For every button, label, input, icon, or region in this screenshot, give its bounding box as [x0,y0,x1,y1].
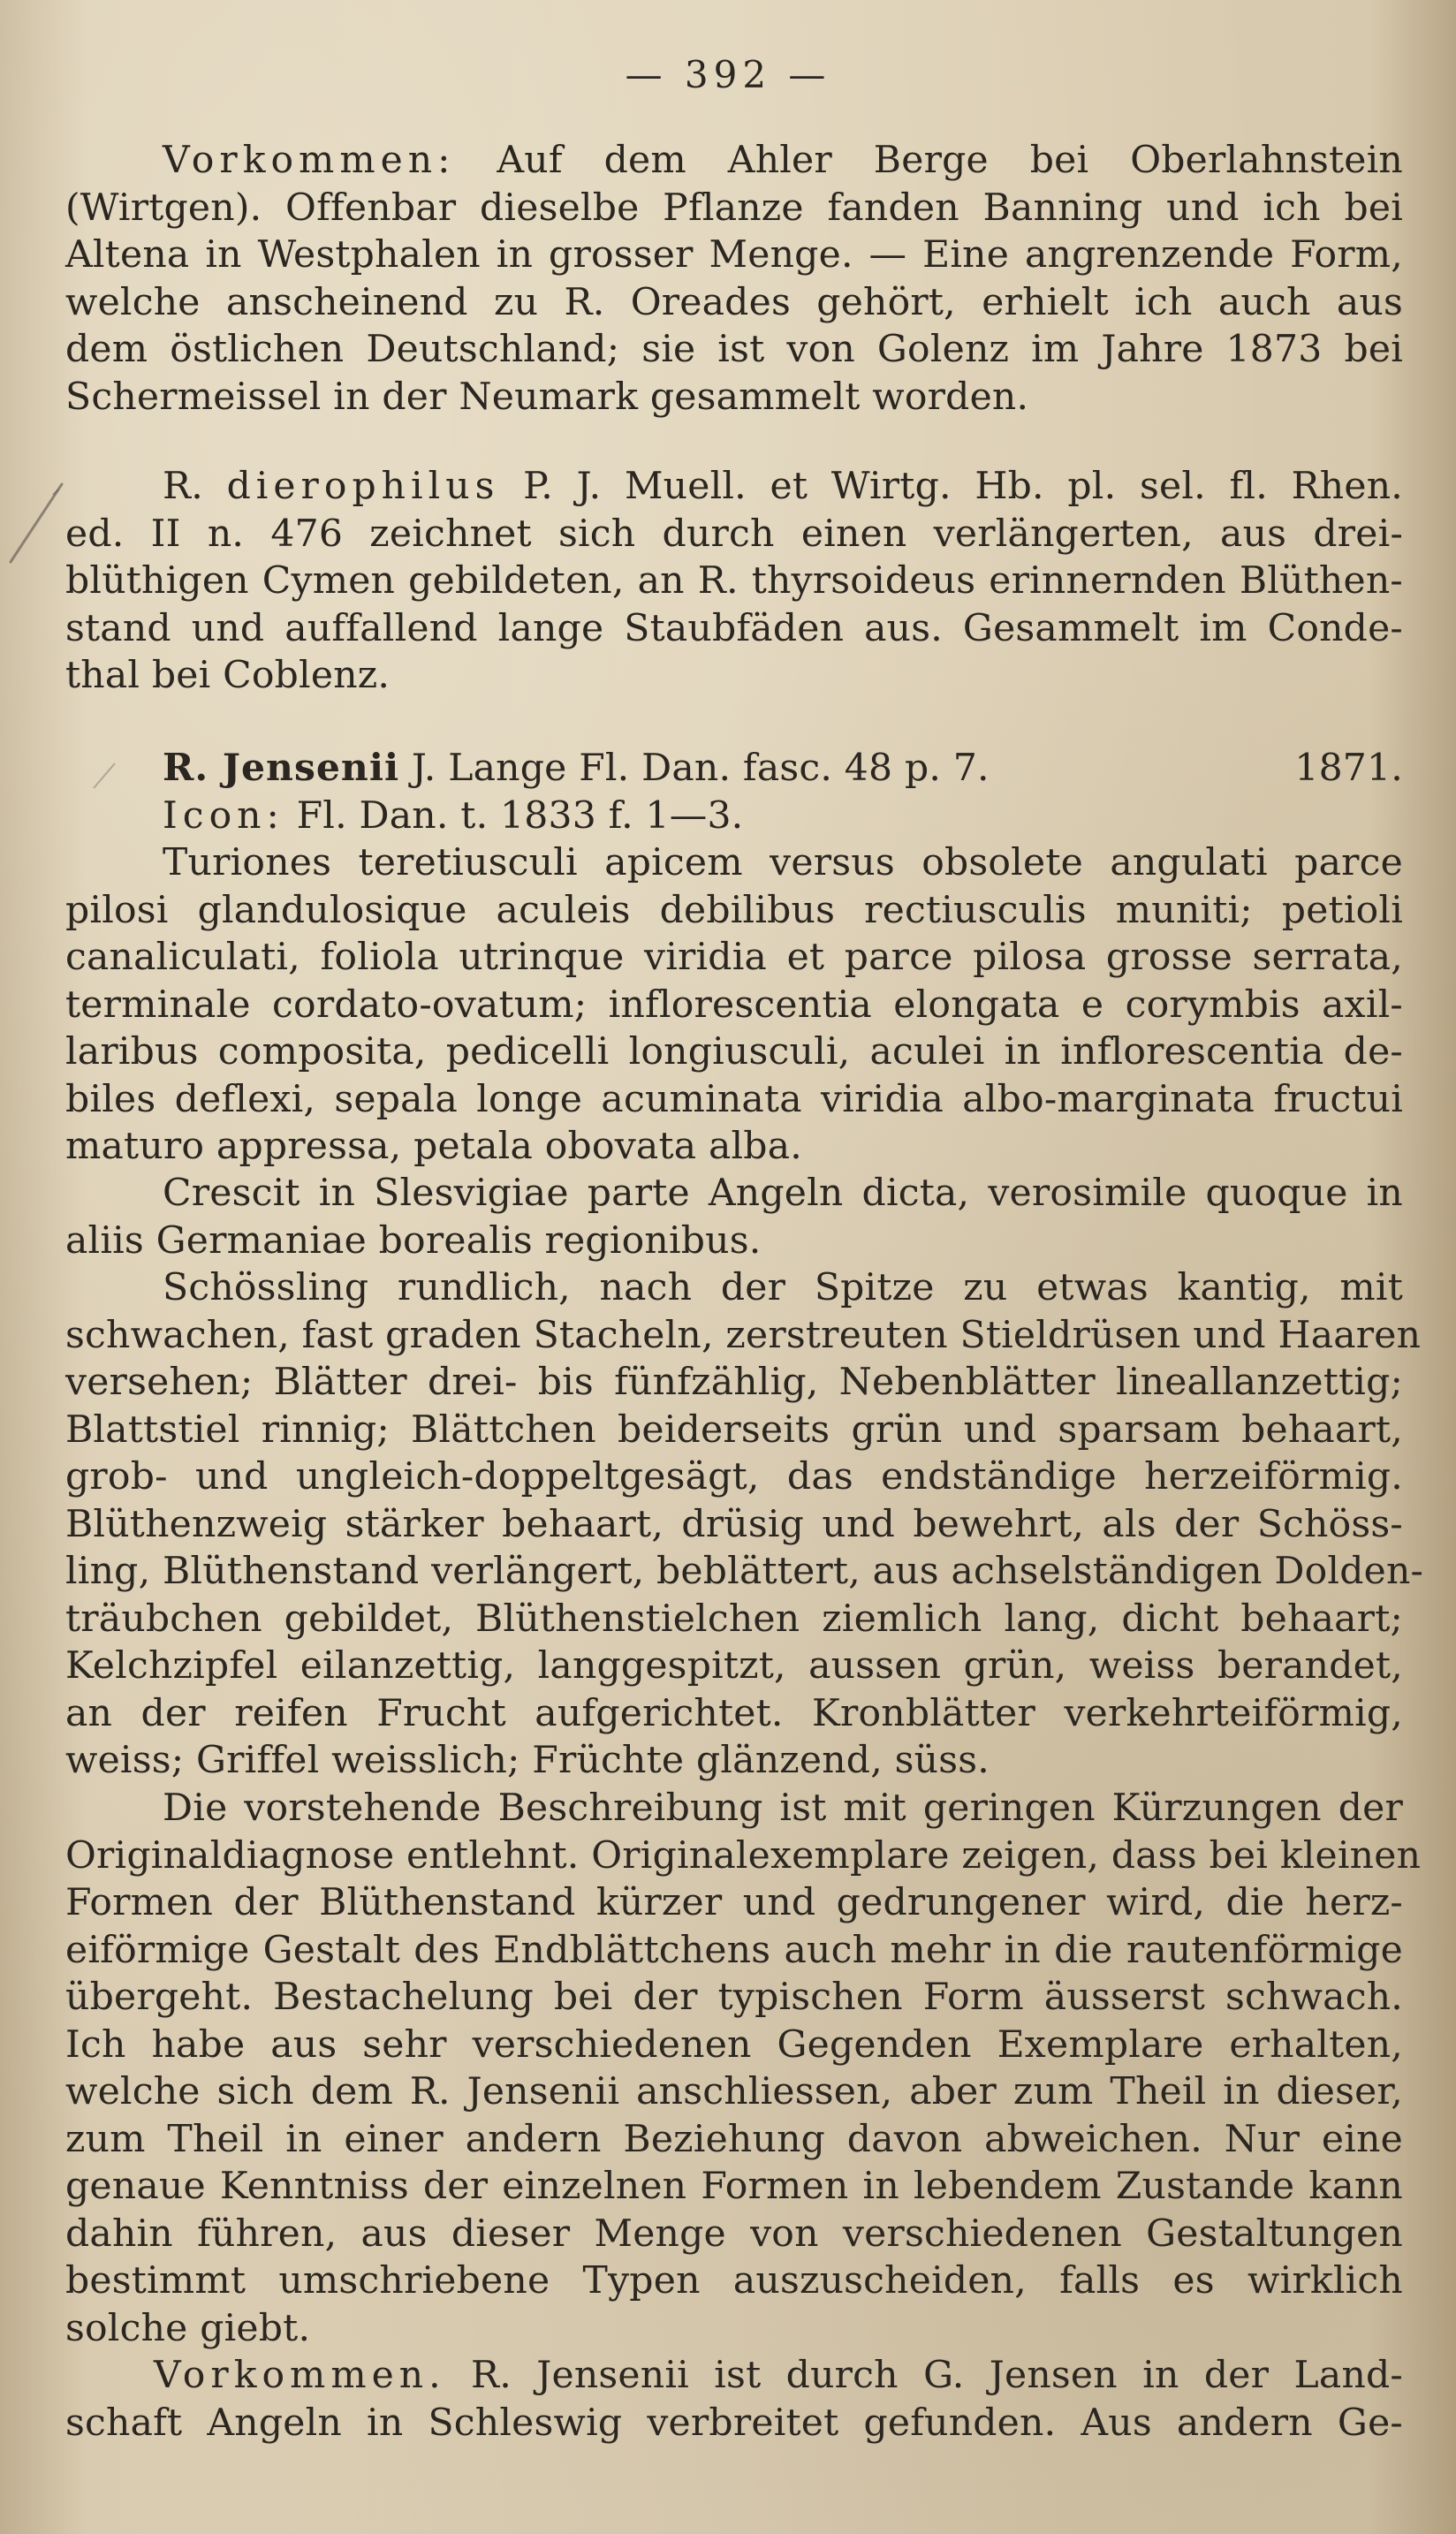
text-line: Schermeissel in der Neumark gesammelt worden. [65,375,1029,419]
text-line: schaft Angeln in Schleswig verbreitet gefunden. Aus andern Ge- [65,2401,1403,2445]
text-line: weiss; Griffel weisslich; Früchte glänzend, süss. [65,1739,990,1782]
habitat-latin [65,1170,1403,1264]
text-line: genaue Kenntniss der einzelnen Formen in lebendem Zustande kann [65,2165,1403,2208]
species-heading: R. Jensenii [163,746,400,790]
text-line: eiförmige Gestalt des Endblättchens auch mehr in die rautenförmige [65,1928,1403,1972]
vorkommen-label: Vorkommen: [163,139,456,182]
text-line: dem östlichen Deutschland; sie ist von Golenz im Jahre 1873 bei [65,328,1403,371]
text-line: Blüthenzweig stärker behaart, drüsig und bewehrt, als der Schöss- [65,1502,1403,1546]
text-line: welche sich dem R. Jensenii anschliessen, aber zum Theil in dieser, [65,2070,1403,2113]
species-heading-line [65,745,1403,793]
text-line: bestimmt umschriebene Typen auszuscheiden, falls es wirklich [65,2259,1403,2303]
text-line: ed. II n. 476 zeichnet sich durch einen verlängerten, aus drei- [65,512,1403,556]
remarks-paragraph [65,1785,1422,2352]
text-line: versehen; Blätter drei- bis fünfzählig, Nebenblätter lineallanzettig; [65,1361,1403,1404]
text-line: dahin führen, aus dieser Menge von verschiedenen Gestaltungen [65,2212,1403,2256]
latin-diagnosis [65,839,1403,1171]
text-line: Ich habe aus sehr verschiedenen Gegenden Exemplare erhalten, [65,2022,1403,2067]
text-line: welche anscheinend zu R. Oreades gehört, erhielt ich auch aus [65,280,1403,324]
text-line: Die vorstehende Beschreibung ist mit geringen Kürzungen der [163,1787,1403,1830]
vorkommen-paragraph [65,137,1403,421]
text-line: grob- und ungleich-doppeltgesägt, das endständige herzeiförmig. [65,1455,1403,1498]
text-line: Formen der Blüthenstand kürzer und gedrungener wird, die herz- [65,1881,1403,1924]
text-line: canaliculati, foliola utrinque viridia et parce pilosa grosse serrata, [65,936,1403,979]
text-line: thal bei Coblenz. [65,654,391,697]
text-line: biles deflexi, sepala longe acuminata viridia albo-marginata fructui [65,1077,1403,1121]
text-line: terminale cordato-ovatum; inflorescentia elongata e corymbis axil- [65,982,1403,1027]
genus-abbrev: R. [163,465,203,508]
text-line: Altena in Westphalen in grosser Menge. — Eine angrenzende Form, [65,233,1403,277]
vorkommen-label: Vorkommen. [154,2354,446,2397]
species-name: dierophilus [226,465,500,508]
text-line: Schössling rundlich, nach der Spitze zu etwas kantig, mit [163,1266,1403,1309]
icon-reference: Fl. Dan. t. 1833 f. 1—3. [296,793,744,838]
jensenii-heading-block [65,745,1403,839]
text-line: Blattstiel rinnig; Blättchen beiderseits grün und sparsam behaart, [65,1407,1403,1452]
text-line: stand und auffallend lange Staubfäden aus. Gesammelt im Conde- [65,606,1403,650]
text-line: Vorkommen: Auf dem Ahler Berge bei Oberlahnstein [163,139,1403,182]
icon-reference-line [65,793,1403,840]
text-line: ling, Blüthenstand verlängert, beblättert, aus achselständigen Dolden- [65,1550,1424,1593]
text-line: solche giebt. [65,2306,311,2350]
text-line: laribus composita, pedicelli longiusculi, aculei in inflorescentia de- [65,1030,1403,1074]
text-line: schwachen, fast graden Stacheln, zerstreuten Stieldrüsen und Haaren [65,1313,1422,1357]
dierophilus-paragraph [65,463,1403,700]
text-line: an der reifen Frucht aufgerichtet. Kronblätter verkehrteiförmig, [65,1691,1403,1735]
text-line: träubchen gebildet, Blüthenstielchen ziemlich lang, dicht behaart; [65,1597,1403,1641]
publication-year: 1871. [1294,747,1403,790]
text-line: übergeht. Bestachelung bei der typischen Form äusserst schwach. [65,1976,1403,2019]
pencil-margin-mark [0,477,71,574]
text-line: aliis Germaniae borealis regionibus. [65,1218,762,1263]
text-line: Kelchzipfel eilanzettig, langgespitzt, aussen grün, weiss berandet, [65,1644,1403,1688]
vorkommen-jensenii [65,2352,1403,2447]
text-line: Vorkommen. R. Jensenii ist durch G. Jensen in der Land- [154,2354,1403,2397]
icon-label: Icon: [163,793,284,838]
text-line: Turiones teretiusculi apicem versus obsolete angulati parce [163,841,1403,884]
german-description [65,1264,1424,1785]
page-number: — 392 — [625,53,831,96]
text-line: zum Theil in einer andern Beziehung davon abweichen. Nur eine [65,2117,1403,2161]
text-line: blüthigen Cymen gebildeten, an R. thyrsoideus erinnernden Blüthen- [65,559,1403,603]
text-line: Originaldiagnose entlehnt. Originalexemplare zeigen, dass bei kleinen [65,1833,1422,1878]
text-line: pilosi glandulosique aculeis debilibus rectiusculis muniti; petioli [65,888,1403,932]
text-line: (Wirtgen). Offenbar dieselbe Pflanze fanden Banning und ich bei [65,186,1403,230]
citation: J. Lange Fl. Dan. fasc. 48 p. 7. [411,747,990,790]
text-line: R. dierophilus P. J. Muell. et Wirtg. Hb. pl. sel. fl. Rhen. [163,465,1403,508]
text-line: Crescit in Slesvigiae parte Angeln dicta, verosimile quoque in [163,1172,1403,1215]
text-line: maturo appressa, petala obovata alba. [65,1125,802,1168]
